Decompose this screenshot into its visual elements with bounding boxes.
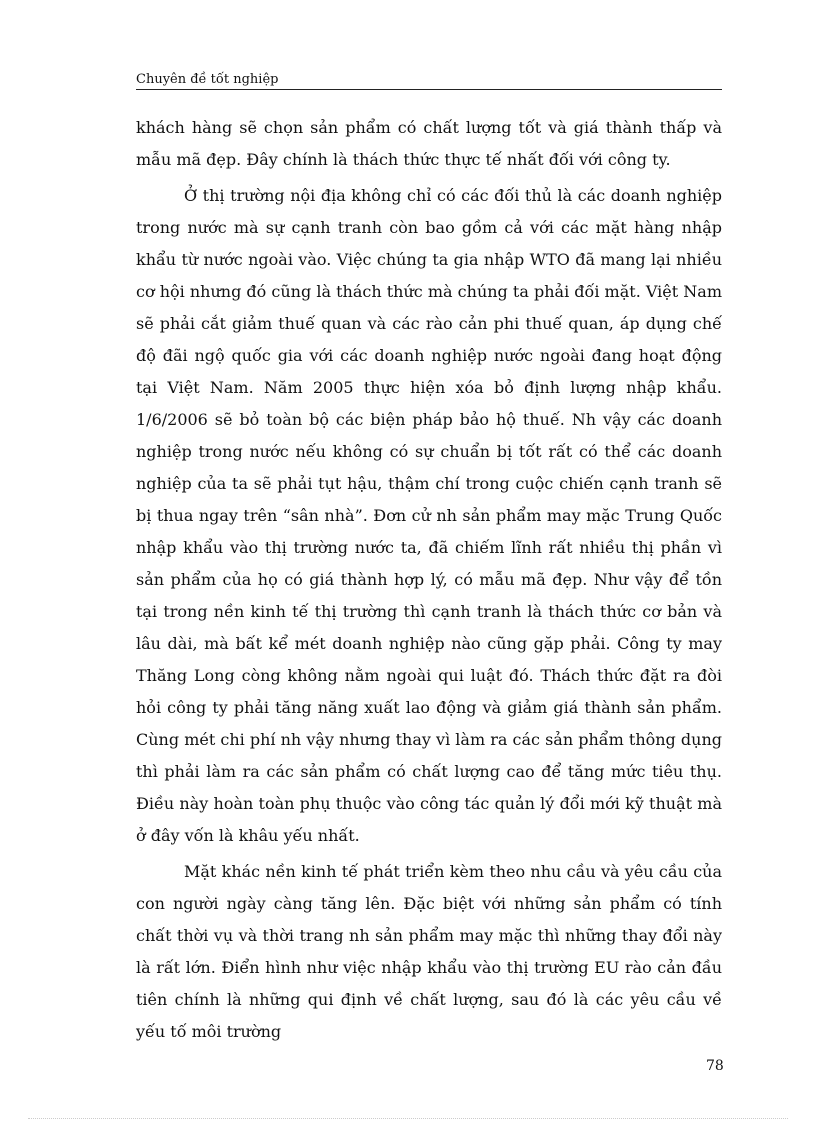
paragraph-3: Mặt khác nền kinh tế phát triển kèm theo nhu cầu và yêu cầu của con người ngày càng tăng lên. Đặc biệt với những sản phẩm có tính chất thời vụ và thời trang nh sản phẩm may mặc thì những thay đổi này là rất lớn. Điển hình như việc nhập khẩu vào thị trường EU rào cản đầu tiên chính là những qui định về chất lượng, sau đó là các yêu cầu về yếu tố môi trường [136,862,722,1041]
footer-dotted-rule [28,1118,788,1119]
page-number: 78 [706,1058,724,1074]
page-header-title: Chuyên đề tốt nghiệp [136,72,722,90]
document-body [136,112,722,1048]
paragraph-2: Ở thị trường nội địa không chỉ có các đối thủ là các doanh nghiệp trong nước mà sự cạnh tranh còn bao gồm cả với các mặt hàng nhập khẩu từ nước ngoài vào. Việc chúng ta gia nhập WTO đã mang lại nhiều cơ hội nhưng đó cũng là thách thức mà chúng ta phải đối mặt. Việt Nam sẽ phải cắt giảm thuế quan và các rào cản phi thuế quan, áp dụng chế độ đãi ngộ quốc gia với các doanh nghiệp nước ngoài đang hoạt động tại Việt Nam. Năm 2005 thực hiện xóa bỏ định lượng nhập khẩu. 1/6/2006 sẽ bỏ toàn bộ các biện pháp bảo hộ thuế. Nh vậy các doanh nghiệp trong nước nếu không có sự chuẩn bị tốt rất có thể các doanh nghiệp của ta sẽ phải tụt hậu, thậm chí trong cuộc chiến cạnh tranh sẽ bị thua ngay trên “sân nhà”. Đơn cử nh sản phẩm may mặc Trung Quốc nhập khẩu vào thị trường nước ta, đã chiếm lĩnh rất nhiều thị phần vì sản phẩm của họ có giá thành hợp lý, có mẫu mã đẹp. Như vậy để tồn tại trong nền kinh tế thị trường thì cạnh tranh là thách thức cơ bản và lâu dài, mà bất kể mét doanh nghiệp nào cũng gặp phải. Công ty may Thăng Long còng không nằm ngoài qui luật đó. Thách thức đặt ra đòi hỏi công ty phải tăng năng xuất lao động và giảm giá thành sản phẩm. Cùng mét chi phí nh vậy nhưng thay vì làm ra các sản phẩm thông dụng thì phải làm ra các sản phẩm có chất lượng cao để tăng mức tiêu thụ. Điều này hoàn toàn phụ thuộc vào công tác quản lý đổi mới kỹ thuật mà ở đây vốn là khâu yếu nhất. [136,186,722,845]
paragraph-1: khách hàng sẽ chọn sản phẩm có chất lượng tốt và giá thành thấp và mẫu mã đẹp. Đây chính là thách thức thực tế nhất đối với công ty. [136,118,722,169]
